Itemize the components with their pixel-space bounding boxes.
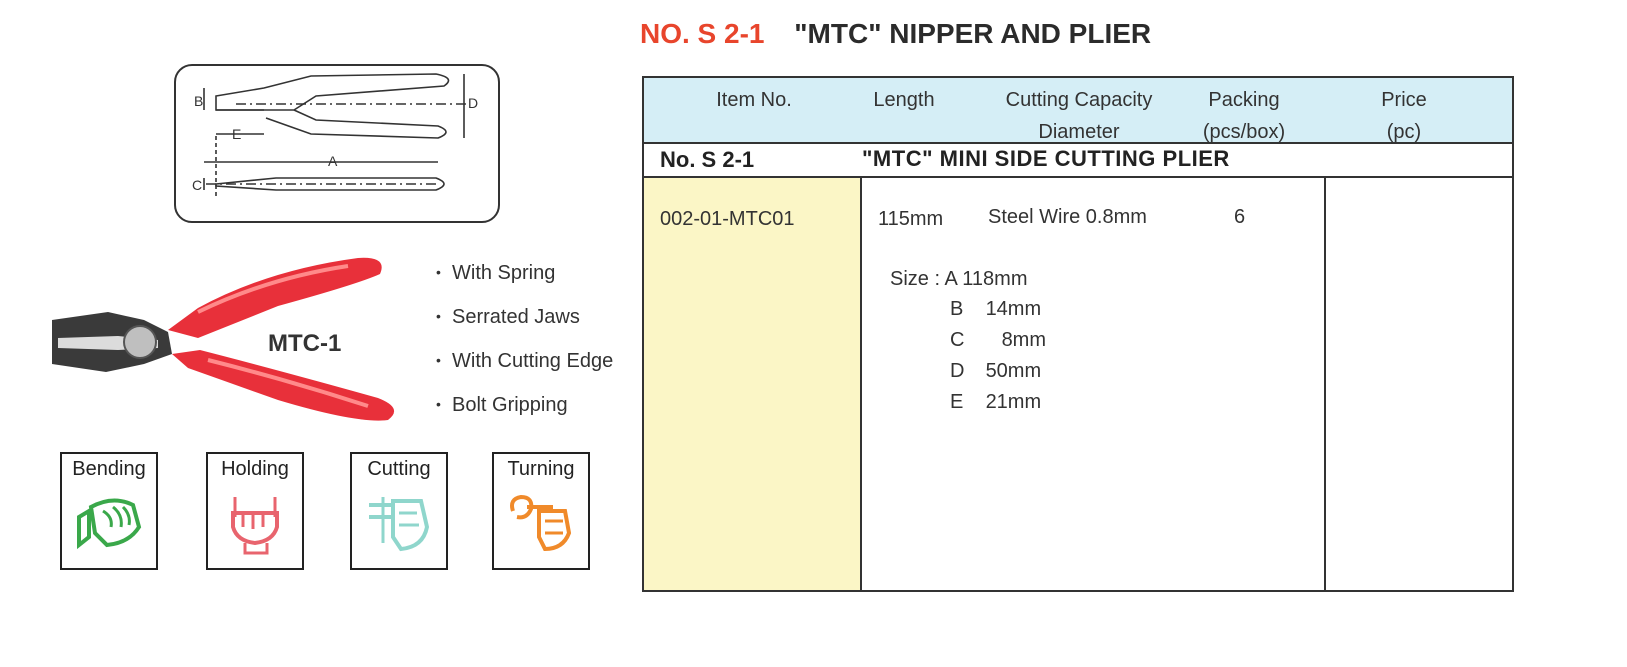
item-packing: 6: [1234, 206, 1246, 228]
size-row-a: [890, 268, 1028, 291]
cutting-hand-icon: [363, 487, 435, 557]
item-capacity: Steel Wire 0.8mm: [988, 206, 1147, 228]
feature-item: • With Cutting Edge: [436, 350, 613, 394]
dim-label-d: D: [468, 95, 479, 111]
usage-label: Turning: [507, 458, 575, 480]
header-cutting-capacity: Cutting Capacity Diameter: [1005, 89, 1153, 143]
feature-item: • Serrated Jaws: [436, 306, 613, 350]
bending-hand-icon: [73, 487, 145, 557]
size-key: C: [950, 329, 965, 351]
header-price: Price (pc): [1381, 89, 1427, 143]
product-table: [642, 76, 1514, 592]
size-value: 14mm: [985, 298, 1042, 320]
size-value: 50mm: [985, 360, 1042, 382]
item-number: 002-01-MTC01: [660, 208, 795, 230]
dimension-diagram: [174, 64, 500, 223]
plier-outline-drawing: [176, 66, 498, 221]
table-header: [644, 78, 1512, 144]
feature-item: • With Spring: [436, 262, 613, 306]
feature-item: • Bolt Gripping: [436, 394, 613, 438]
size-value: 8mm: [1001, 329, 1047, 351]
usage-label: Bending: [72, 458, 146, 480]
size-value: 21mm: [985, 391, 1042, 413]
item-length: 115mm: [878, 208, 944, 230]
title-code: NO. S 2-1: [640, 18, 765, 49]
size-key: A: [944, 268, 957, 290]
size-key: D: [950, 360, 965, 382]
turning-hand-icon: [505, 487, 577, 557]
header-length: Length: [873, 89, 935, 111]
size-key: B: [950, 298, 964, 320]
price-column-divider: [1324, 178, 1326, 590]
header-packing: Packing (pcs/box): [1202, 89, 1286, 143]
size-value: 118mm: [962, 268, 1028, 290]
plier-photo: [48, 250, 428, 440]
section-number: No. S 2-1: [660, 147, 755, 172]
size-row-d: [950, 360, 1041, 383]
dim-label-c: C: [192, 177, 203, 193]
holding-hand-icon: [219, 487, 291, 557]
model-label: MTC-1: [268, 330, 342, 357]
section-row: [644, 142, 1512, 178]
item-column: [644, 178, 862, 590]
usage-holding: [206, 452, 304, 570]
dim-label-b: B: [194, 93, 204, 109]
title-name: "MTC" NIPPER AND PLIER: [794, 18, 1152, 49]
size-row-c: [950, 329, 1046, 352]
feature-list: [436, 262, 613, 438]
dim-label-e: E: [232, 126, 242, 142]
size-prefix: Size :: [890, 268, 941, 290]
usage-label: Holding: [221, 458, 289, 480]
section-title: "MTC" MINI SIDE CUTTING PLIER: [862, 146, 1230, 171]
dim-label-a: A: [328, 153, 338, 169]
size-key: E: [950, 391, 964, 413]
usage-label: Cutting: [367, 458, 431, 480]
header-item-no: Item No.: [716, 89, 792, 111]
size-row-e: [950, 391, 1041, 414]
usage-cutting: [350, 452, 448, 570]
size-row-b: [950, 298, 1041, 321]
usage-turning: [492, 452, 590, 570]
usage-bending: [60, 452, 158, 570]
page-title: [640, 18, 1151, 50]
